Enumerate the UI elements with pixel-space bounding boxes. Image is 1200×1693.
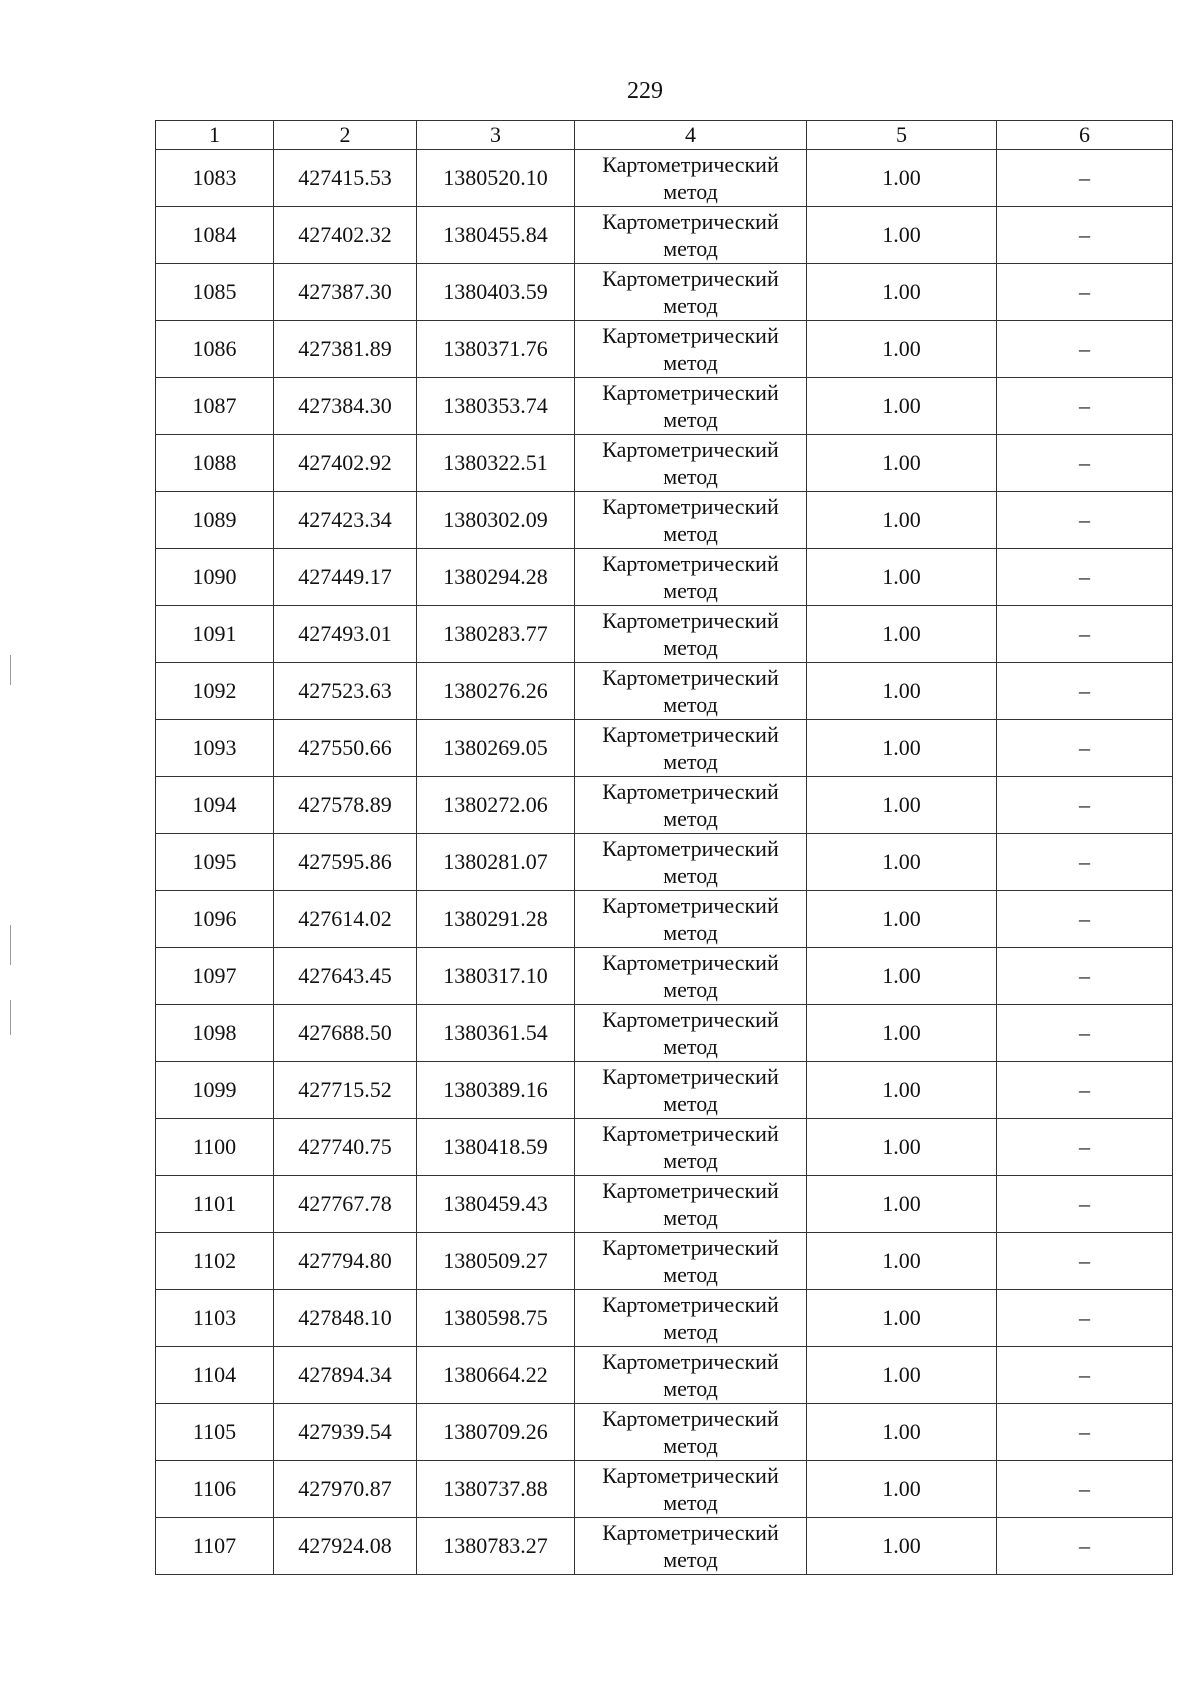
cell-method: Картометрический метод	[575, 321, 807, 378]
header-row	[156, 121, 1173, 150]
cell-accuracy: 1.00	[807, 606, 997, 663]
column-header: 5	[807, 121, 997, 150]
cell-x-coordinate: 427688.50	[274, 1005, 417, 1062]
cell-accuracy: 1.00	[807, 1404, 997, 1461]
cell-note: –	[997, 492, 1173, 549]
cell-y-coordinate: 1380269.05	[417, 720, 575, 777]
table-row	[156, 948, 1173, 1005]
cell-note: –	[997, 891, 1173, 948]
cell-point-number: 1095	[156, 834, 274, 891]
table-row	[156, 1347, 1173, 1404]
cell-y-coordinate: 1380361.54	[417, 1005, 575, 1062]
cell-method: Картометрический метод	[575, 663, 807, 720]
cell-point-number: 1104	[156, 1347, 274, 1404]
cell-point-number: 1091	[156, 606, 274, 663]
cell-accuracy: 1.00	[807, 549, 997, 606]
cell-point-number: 1090	[156, 549, 274, 606]
cell-note: –	[997, 1176, 1173, 1233]
column-header: 1	[156, 121, 274, 150]
cell-y-coordinate: 1380371.76	[417, 321, 575, 378]
cell-accuracy: 1.00	[807, 492, 997, 549]
scan-artifact-mark	[10, 1000, 11, 1035]
cell-x-coordinate: 427402.32	[274, 207, 417, 264]
cell-accuracy: 1.00	[807, 1461, 997, 1518]
page-number: 229	[627, 78, 663, 104]
cell-accuracy: 1.00	[807, 1062, 997, 1119]
cell-method: Картометрический метод	[575, 1518, 807, 1575]
cell-method: Картометрический метод	[575, 378, 807, 435]
cell-method: Картометрический метод	[575, 1233, 807, 1290]
table-row	[156, 720, 1173, 777]
cell-accuracy: 1.00	[807, 1290, 997, 1347]
cell-y-coordinate: 1380272.06	[417, 777, 575, 834]
cell-point-number: 1083	[156, 150, 274, 207]
cell-point-number: 1089	[156, 492, 274, 549]
cell-y-coordinate: 1380455.84	[417, 207, 575, 264]
cell-x-coordinate: 427848.10	[274, 1290, 417, 1347]
cell-method: Картометрический метод	[575, 1290, 807, 1347]
table-row	[156, 1062, 1173, 1119]
table-row	[156, 435, 1173, 492]
cell-y-coordinate: 1380317.10	[417, 948, 575, 1005]
column-header: 4	[575, 121, 807, 150]
cell-point-number: 1093	[156, 720, 274, 777]
cell-x-coordinate: 427550.66	[274, 720, 417, 777]
cell-y-coordinate: 1380389.16	[417, 1062, 575, 1119]
cell-accuracy: 1.00	[807, 1233, 997, 1290]
coordinates-table	[155, 120, 1173, 1575]
cell-x-coordinate: 427381.89	[274, 321, 417, 378]
cell-point-number: 1084	[156, 207, 274, 264]
cell-accuracy: 1.00	[807, 1005, 997, 1062]
table-row	[156, 549, 1173, 606]
cell-accuracy: 1.00	[807, 1518, 997, 1575]
cell-method: Картометрический метод	[575, 1119, 807, 1176]
cell-method: Картометрический метод	[575, 1005, 807, 1062]
cell-y-coordinate: 1380294.28	[417, 549, 575, 606]
cell-method: Картометрический метод	[575, 1404, 807, 1461]
cell-x-coordinate: 427643.45	[274, 948, 417, 1005]
cell-note: –	[997, 1518, 1173, 1575]
cell-point-number: 1099	[156, 1062, 274, 1119]
cell-method: Картометрический метод	[575, 492, 807, 549]
cell-method: Картометрический метод	[575, 606, 807, 663]
table-row	[156, 321, 1173, 378]
cell-method: Картометрический метод	[575, 207, 807, 264]
cell-accuracy: 1.00	[807, 1119, 997, 1176]
cell-note: –	[997, 1461, 1173, 1518]
cell-note: –	[997, 549, 1173, 606]
column-header: 6	[997, 121, 1173, 150]
cell-note: –	[997, 378, 1173, 435]
cell-method: Картометрический метод	[575, 1347, 807, 1404]
cell-accuracy: 1.00	[807, 948, 997, 1005]
cell-point-number: 1102	[156, 1233, 274, 1290]
cell-note: –	[997, 1404, 1173, 1461]
cell-point-number: 1087	[156, 378, 274, 435]
cell-note: –	[997, 1233, 1173, 1290]
cell-y-coordinate: 1380709.26	[417, 1404, 575, 1461]
cell-note: –	[997, 948, 1173, 1005]
cell-method: Картометрический метод	[575, 264, 807, 321]
table-body	[156, 150, 1173, 1575]
table-row	[156, 1461, 1173, 1518]
cell-accuracy: 1.00	[807, 720, 997, 777]
cell-x-coordinate: 427767.78	[274, 1176, 417, 1233]
cell-x-coordinate: 427970.87	[274, 1461, 417, 1518]
cell-method: Картометрический метод	[575, 834, 807, 891]
cell-note: –	[997, 606, 1173, 663]
cell-x-coordinate: 427894.34	[274, 1347, 417, 1404]
cell-x-coordinate: 427402.92	[274, 435, 417, 492]
cell-x-coordinate: 427715.52	[274, 1062, 417, 1119]
cell-accuracy: 1.00	[807, 207, 997, 264]
cell-x-coordinate: 427578.89	[274, 777, 417, 834]
table-row	[156, 207, 1173, 264]
cell-y-coordinate: 1380403.59	[417, 264, 575, 321]
cell-point-number: 1101	[156, 1176, 274, 1233]
cell-method: Картометрический метод	[575, 720, 807, 777]
cell-method: Картометрический метод	[575, 1062, 807, 1119]
cell-point-number: 1086	[156, 321, 274, 378]
cell-note: –	[997, 321, 1173, 378]
cell-method: Картометрический метод	[575, 1176, 807, 1233]
cell-note: –	[997, 834, 1173, 891]
cell-x-coordinate: 427595.86	[274, 834, 417, 891]
cell-method: Картометрический метод	[575, 891, 807, 948]
cell-point-number: 1096	[156, 891, 274, 948]
cell-y-coordinate: 1380281.07	[417, 834, 575, 891]
table-row	[156, 1404, 1173, 1461]
cell-accuracy: 1.00	[807, 264, 997, 321]
cell-y-coordinate: 1380520.10	[417, 150, 575, 207]
cell-accuracy: 1.00	[807, 1176, 997, 1233]
cell-note: –	[997, 1347, 1173, 1404]
cell-note: –	[997, 264, 1173, 321]
table-header	[156, 121, 1173, 150]
cell-note: –	[997, 663, 1173, 720]
cell-note: –	[997, 1005, 1173, 1062]
table-row	[156, 1119, 1173, 1176]
table-row	[156, 150, 1173, 207]
cell-point-number: 1107	[156, 1518, 274, 1575]
column-header: 2	[274, 121, 417, 150]
cell-accuracy: 1.00	[807, 891, 997, 948]
cell-point-number: 1106	[156, 1461, 274, 1518]
cell-y-coordinate: 1380302.09	[417, 492, 575, 549]
column-header: 3	[417, 121, 575, 150]
cell-method: Картометрический метод	[575, 435, 807, 492]
table-row	[156, 264, 1173, 321]
cell-note: –	[997, 150, 1173, 207]
cell-point-number: 1092	[156, 663, 274, 720]
cell-method: Картометрический метод	[575, 777, 807, 834]
cell-y-coordinate: 1380459.43	[417, 1176, 575, 1233]
cell-point-number: 1085	[156, 264, 274, 321]
cell-y-coordinate: 1380283.77	[417, 606, 575, 663]
cell-method: Картометрический метод	[575, 549, 807, 606]
cell-y-coordinate: 1380509.27	[417, 1233, 575, 1290]
cell-point-number: 1088	[156, 435, 274, 492]
cell-x-coordinate: 427387.30	[274, 264, 417, 321]
cell-x-coordinate: 427939.54	[274, 1404, 417, 1461]
cell-accuracy: 1.00	[807, 777, 997, 834]
cell-y-coordinate: 1380737.88	[417, 1461, 575, 1518]
scan-artifact-mark	[10, 925, 11, 965]
cell-x-coordinate: 427415.53	[274, 150, 417, 207]
scan-artifact-mark	[10, 655, 11, 685]
cell-note: –	[997, 207, 1173, 264]
table-row	[156, 1233, 1173, 1290]
cell-accuracy: 1.00	[807, 378, 997, 435]
cell-y-coordinate: 1380322.51	[417, 435, 575, 492]
cell-x-coordinate: 427423.34	[274, 492, 417, 549]
cell-note: –	[997, 1290, 1173, 1347]
cell-accuracy: 1.00	[807, 1347, 997, 1404]
cell-x-coordinate: 427794.80	[274, 1233, 417, 1290]
cell-y-coordinate: 1380418.59	[417, 1119, 575, 1176]
cell-method: Картометрический метод	[575, 948, 807, 1005]
cell-point-number: 1097	[156, 948, 274, 1005]
cell-x-coordinate: 427523.63	[274, 663, 417, 720]
table-row	[156, 492, 1173, 549]
cell-x-coordinate: 427924.08	[274, 1518, 417, 1575]
cell-note: –	[997, 720, 1173, 777]
table-row	[156, 834, 1173, 891]
cell-y-coordinate: 1380276.26	[417, 663, 575, 720]
cell-method: Картометрический метод	[575, 150, 807, 207]
table-row	[156, 777, 1173, 834]
cell-accuracy: 1.00	[807, 834, 997, 891]
cell-y-coordinate: 1380598.75	[417, 1290, 575, 1347]
table-row	[156, 606, 1173, 663]
cell-x-coordinate: 427614.02	[274, 891, 417, 948]
cell-x-coordinate: 427384.30	[274, 378, 417, 435]
cell-point-number: 1103	[156, 1290, 274, 1347]
cell-method: Картометрический метод	[575, 1461, 807, 1518]
cell-point-number: 1100	[156, 1119, 274, 1176]
cell-point-number: 1098	[156, 1005, 274, 1062]
cell-y-coordinate: 1380291.28	[417, 891, 575, 948]
cell-accuracy: 1.00	[807, 150, 997, 207]
cell-x-coordinate: 427493.01	[274, 606, 417, 663]
cell-note: –	[997, 435, 1173, 492]
cell-note: –	[997, 1119, 1173, 1176]
table-row	[156, 1176, 1173, 1233]
cell-y-coordinate: 1380353.74	[417, 378, 575, 435]
table-row	[156, 891, 1173, 948]
cell-accuracy: 1.00	[807, 435, 997, 492]
cell-point-number: 1094	[156, 777, 274, 834]
table-row	[156, 663, 1173, 720]
cell-accuracy: 1.00	[807, 663, 997, 720]
table-row	[156, 1518, 1173, 1575]
cell-y-coordinate: 1380664.22	[417, 1347, 575, 1404]
table-row	[156, 378, 1173, 435]
cell-note: –	[997, 1062, 1173, 1119]
table-row	[156, 1290, 1173, 1347]
cell-x-coordinate: 427449.17	[274, 549, 417, 606]
cell-note: –	[997, 777, 1173, 834]
cell-x-coordinate: 427740.75	[274, 1119, 417, 1176]
cell-point-number: 1105	[156, 1404, 274, 1461]
cell-y-coordinate: 1380783.27	[417, 1518, 575, 1575]
cell-accuracy: 1.00	[807, 321, 997, 378]
table-row	[156, 1005, 1173, 1062]
